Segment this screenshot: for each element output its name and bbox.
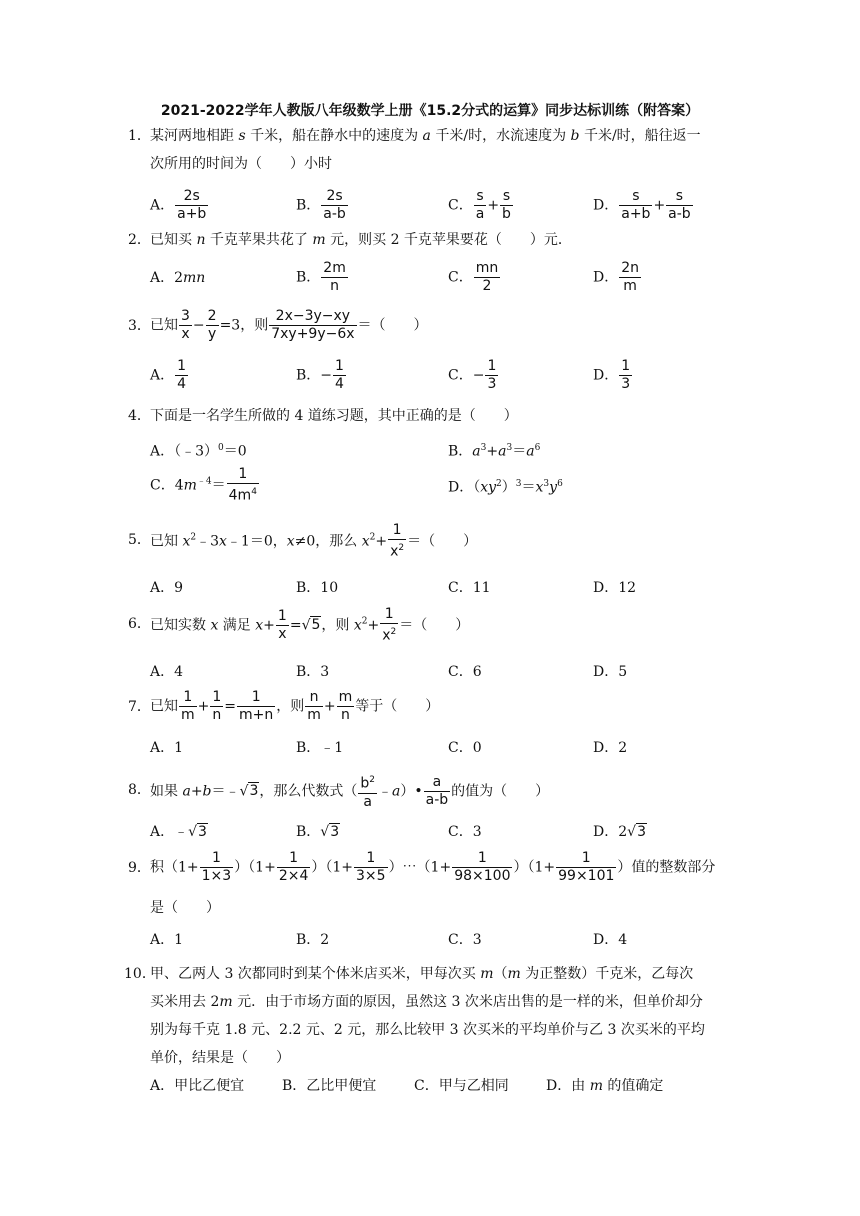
q10-text-line2: 买米用去 2m 元．由于市场方面的原因，虽然这 3 次米店出售的是一样的米，但单价却分 [150, 994, 703, 1010]
q4-option-a: A．（﹣3）$^0$＝0 [150, 443, 247, 460]
q5-option-d: D．12 [593, 580, 637, 596]
q10-option-a: A．甲比乙便宜 [150, 1078, 245, 1094]
q2-number: 2． [128, 232, 151, 248]
q10-text-line3: 别为每千克 1.8 元、2.2 元、2 元，那么比较甲 3 次买米的平均单价与乙 3 次买米的平均 [150, 1022, 705, 1038]
q9-text-line2: 是（ ） [150, 900, 220, 916]
q5-option-b: B．10 [296, 580, 339, 596]
q1-option-b: B． $\frac{2s}{a-b}$ [296, 188, 346, 222]
q7-option-d: D．2 [593, 740, 628, 756]
q4-text: 下面是一名学生所做的 4 道练习题，其中正确的是（ ） [150, 408, 518, 424]
q9-option-a: A．1 [150, 932, 184, 948]
q5-number: 5． [128, 532, 151, 548]
q4-option-c: C．$4m^{﹣4}=$ $\frac{1}{4m^4}$ [150, 466, 257, 504]
q3-option-d: D． $\frac{1}{3}$ [593, 358, 631, 392]
q5-text: 已知 $x^2﹣3x﹣1=0$，x≠0，那么 $x^2+$ $\frac{1}{x^2}$ ＝（ ） [150, 522, 478, 560]
q5-option-a: A．9 [150, 580, 184, 596]
q3-option-b: B．− $\frac{1}{4}$ [296, 358, 344, 392]
q7-number: 7． [128, 699, 151, 715]
q6-option-b: B．3 [296, 664, 330, 680]
q1-text-line1: 某河两地相距 s 千米，船在静水中的速度为 a 千米/时，水流速度为 b 千米/时，船往返一 [150, 128, 701, 144]
document-title: 2021-2022学年人教版八年级数学上册《15.2分式的运算》同步达标训练（附答案） [160, 103, 700, 119]
q8-option-a: A．﹣√3 [150, 824, 207, 840]
q10-option-b: B．乙比甲便宜 [282, 1078, 377, 1094]
q10-option-c: C．甲与乙相同 [414, 1078, 509, 1094]
q1-text-line2: 次所用的时间为（ ）小时 [150, 156, 332, 172]
q6-number: 6． [128, 616, 151, 632]
q3-number: 3． [128, 318, 151, 334]
q9-option-d: D．4 [593, 932, 628, 948]
q8-option-d: D．2√3 [593, 824, 646, 840]
q7-option-c: C．0 [448, 740, 482, 756]
q9-text-line1: 积（1+ $\frac{1}{1\times 3}$ ）（1+ $\frac{1}{2\times 4}$ ）（1+ $\frac{1}{3\times 5}$ ）⋯（1+ $\frac{1}{98\times 100}$ ）（1+ $\frac{1}{99\times 101}$ ）值的整数部分 [150, 850, 716, 884]
q9-number: 9． [128, 860, 151, 876]
q3-option-a: A． $\frac{1}{4}$ [150, 358, 187, 392]
q10-option-d: D．由 m 的值确定 [546, 1078, 664, 1094]
q1-number: 1． [128, 128, 151, 144]
q2-option-c: C． $\frac{mn}{2}$ [448, 260, 499, 294]
q2-option-d: D． $\frac{2n}{m}$ [593, 260, 640, 294]
q8-option-c: C．3 [448, 824, 482, 840]
q7-text: 已知 $\frac{1}{m}$ + $\frac{1}{n}$ = $\frac{1}{m+n}$ ，则 $\frac{n}{m}$ + $\frac{m}{n}$ 等于（ ） [150, 689, 440, 723]
q6-text: 已知实数 x 满足 x+ $\frac{1}{x}$ =√5，则 $x^2+$ $\frac{1}{x^2}$ ＝（ ） [150, 606, 470, 644]
q4-option-d: D．$(xy^2)^3=x^3y^6$ [448, 479, 563, 496]
q2-text: 已知买 n 千克苹果共花了 m 元，则买 2 千克苹果要花（ ）元． [150, 232, 572, 248]
q3-text: 已知 $\frac{3}{x}$ − $\frac{2}{y}$ =3，则 $\frac{2x-3y-xy}{7xy+9y-6x}$ ＝（ ） [150, 308, 428, 342]
q6-option-a: A．4 [150, 664, 184, 680]
q7-option-b: B．﹣1 [296, 740, 344, 756]
q3-option-c: C．− $\frac{1}{3}$ [448, 358, 497, 392]
q1-option-c: C． $\frac{s}{a}$ + $\frac{s}{b}$ [448, 188, 511, 222]
q2-option-a: A．2mn [150, 270, 206, 286]
q6-option-c: C．6 [448, 664, 482, 680]
q10-text-line4: 单价，结果是（ ） [150, 1050, 290, 1066]
q8-option-b: B．√3 [296, 824, 340, 840]
q8-text: 如果 a+b＝﹣√3，那么代数式（ $\frac{b^2}{a}$ ﹣a）• $\frac{a}{a-b}$ 的值为（ ） [150, 773, 550, 810]
q5-option-c: C．11 [448, 580, 491, 596]
q8-number: 8． [128, 782, 151, 798]
q1-option-d: D． $\frac{s}{a+b}$ + $\frac{s}{a-b}$ [593, 188, 691, 222]
q9-option-b: B．2 [296, 932, 330, 948]
q4-option-b: B．$a^3+a^3=a^6$ [448, 443, 541, 460]
q9-option-c: C．3 [448, 932, 482, 948]
q6-option-d: D．5 [593, 664, 628, 680]
q7-option-a: A．1 [150, 740, 184, 756]
q4-number: 4． [128, 408, 151, 424]
q10-text-line1: 甲、乙两人 3 次都同时到某个体米店买米，甲每次买 m（m 为正整数）千克米，乙每次 [150, 966, 694, 982]
q10-number: 10． [124, 966, 156, 982]
q1-option-a: A． $\frac{2s}{a+b}$ [150, 188, 207, 222]
q2-option-b: B． $\frac{2m}{n}$ [296, 260, 346, 294]
